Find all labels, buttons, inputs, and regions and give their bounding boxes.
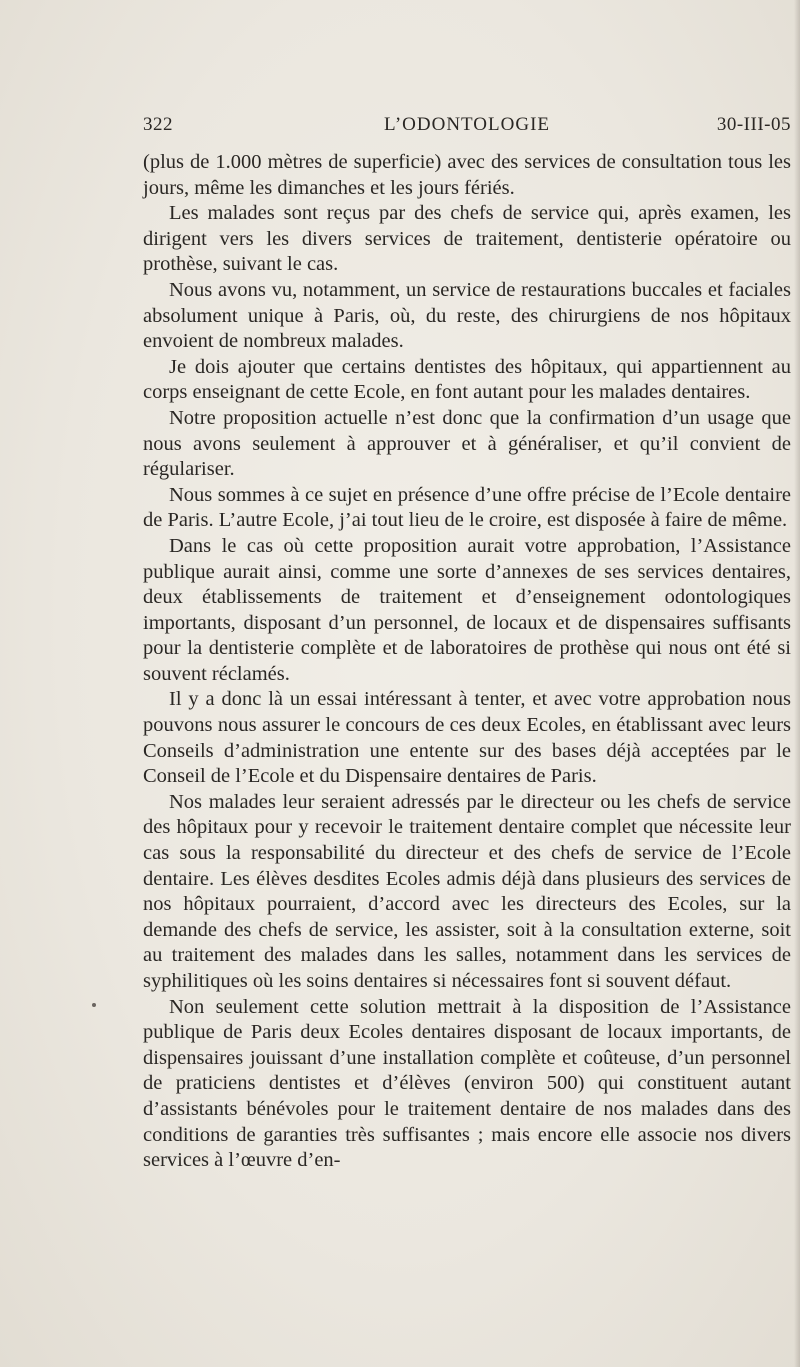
paragraph: Les malades sont reçus par des chefs de service qui, après examen, les dirigent vers les divers services de traitement, dentisterie opératoire ou prothèse, suivant le cas. <box>143 202 791 276</box>
running-title: L’ODONTOLOGIE <box>383 114 551 135</box>
paragraph: Nous avons vu, notamment, un service de restaurations buccales et faciales absolument unique à Paris, où, du reste, des chirurgiens de nos hôpitaux envoient de nombreux malades. <box>143 278 791 353</box>
page-edge-shadow <box>794 0 800 1367</box>
paragraph: Non seulement cette solution mettrait à la disposition de l’Assistance publique de Paris deux Ecoles dentaires disposant de locaux importants, de dispensaires jouissant d’une installation complète et coûteuse, d’un personnel de praticiens dentistes et d’élèves (environ 500) qui constituent autant d’assistants bénévoles pour le traitement dentaire de nos malades dans des conditions de garanties très suffisantes ; mais encore elle associe nos divers services à l’œuvre d’en- <box>143 995 791 1172</box>
paragraph: Il y a donc là un essai intéressant à tenter, et avec votre approbation nous pouvons nous assurer le concours de ces deux Ecoles, en établissant avec leurs Conseils d’administration une entente sur des bases déjà acceptées par le Conseil de l’Ecole et du Dispensaire dentaires de Paris. <box>143 688 791 788</box>
running-header <box>143 114 791 142</box>
body-text <box>143 150 791 1174</box>
paragraph: Nos malades leur seraient adressés par le directeur ou les chefs de service des hôpitaux pour y recevoir le traitement dentaire complet que nécessite leur cas sous la responsabilité du directeur et des chefs de service de l’Ecole dentaire. Les élèves desdites Ecoles admis déjà dans plusieurs des services de nos hôpitaux pourraient, d’accord avec les directeurs des Ecoles, sur la demande des chefs de service, les assister, soit à la consultation externe, soit au traitement des malades dans les salles, notamment dans les services de syphilitiques où les soins dentaires si nécessaires font si souvent défaut. <box>143 790 791 992</box>
paragraph: Je dois ajouter que certains dentistes des hôpitaux, qui appartiennent au corps enseignant de cette Ecole, en font autant pour les malades dentaires. <box>143 355 791 404</box>
paragraph: Dans le cas où cette proposition aurait votre approbation, l’Assistance publique aurait ainsi, comme une sorte d’annexes de ses services dentaires, deux établissements de traitement et d’enseignement odontologiques importants, disposant d’un personnel, de locaux et de dispensaires suffisants pour la dentisterie complète et de laboratoires de prothèse qui nous ont été si souvent réclamés. <box>143 534 791 685</box>
margin-speck <box>92 1003 96 1007</box>
paragraph: Notre proposition actuelle n’est donc que la confirmation d’un usage que nous avons seulement à approuver et à généraliser, et qu’il convient de régulariser. <box>143 406 791 481</box>
paragraph: Nous sommes à ce sujet en présence d’une offre précise de l’Ecole dentaire de Paris. L’autre Ecole, j’ai tout lieu de le croire, est disposée à faire de même. <box>143 483 791 532</box>
paragraph-continuation: (plus de 1.000 mètres de superficie) avec des services de consultation tous les jours, même les dimanches et les jours fériés. <box>143 151 791 199</box>
page-number: 322 <box>143 114 173 135</box>
issue-date: 30-III-05 <box>716 114 791 135</box>
